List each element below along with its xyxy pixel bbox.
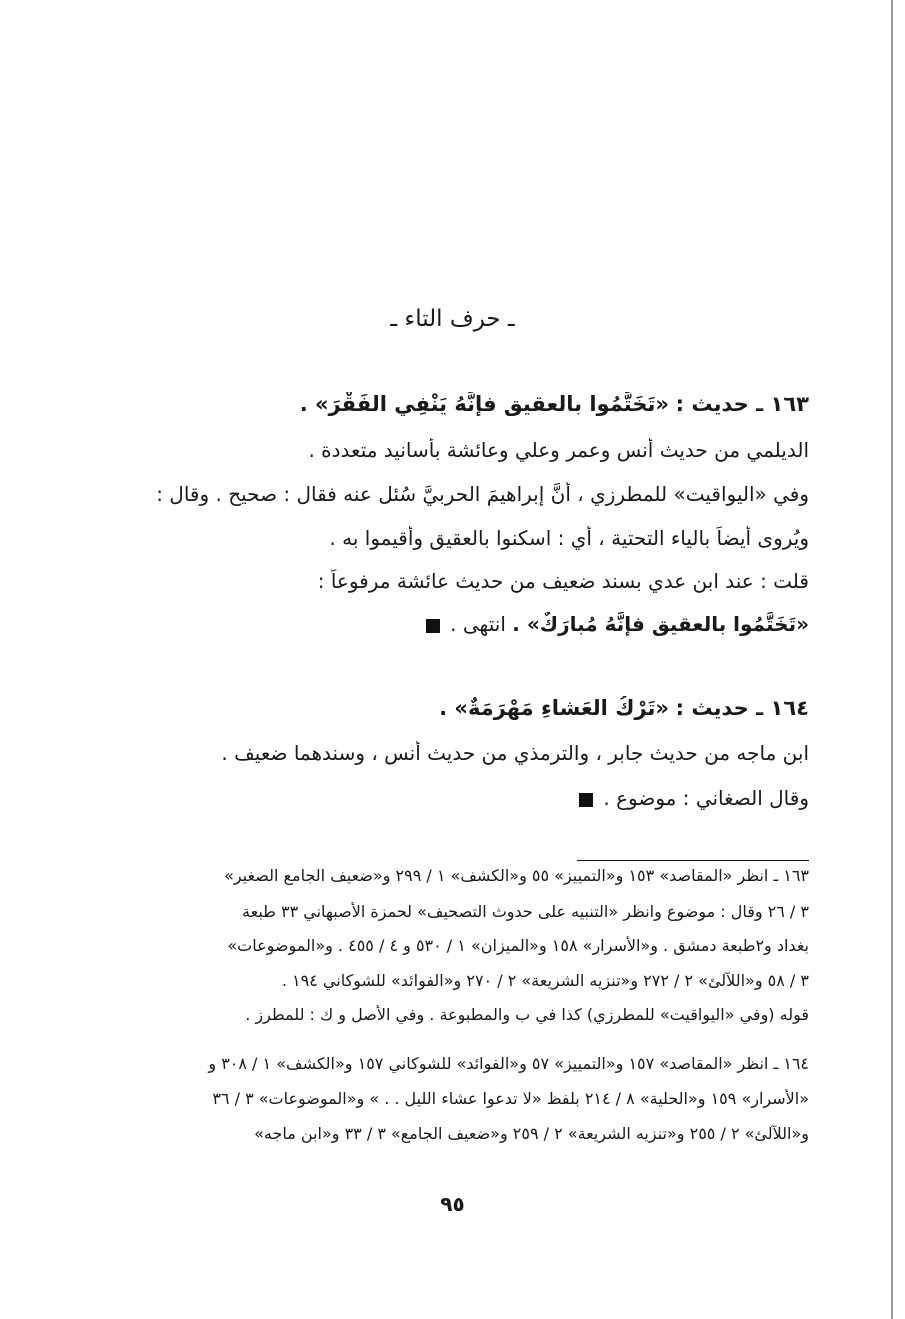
page-number: ٩٥ <box>440 1192 465 1216</box>
entry-number-164: ١٦٤ ـ حديث : <box>675 696 809 720</box>
entry-line: ويُروى أيضاً بالياء التحتية ، أي : اسكنوا بالعقيق وأقيموا به . <box>329 526 809 550</box>
end-square-icon <box>426 619 440 633</box>
footnote-line: و«اللآلئ» ٢ / ٢٥٥ و«تنزيه الشريعة» ٢ / ٢٥٩ و«ضعيف الجامع» ٣ / ٣٣ و«ابن ماجه» <box>254 1124 809 1143</box>
entry-heading-163 <box>69 392 809 416</box>
entry-hadith-text-163: «تَخَتَّمُوا بالعقيقِ فإنَّهُ يَنْفِي الفَقْرَ» . <box>299 392 669 416</box>
footnote-line: ١٦٣ ـ انظر «المقاصد» ١٥٣ و«التمييز» ٥٥ و«الكشف» ١ / ٢٩٩ و«ضعيف الجامع الصغير» <box>224 866 809 885</box>
footnote-line: ٣ / ٥٨ و«اللآلئ» ٢ / ٢٧٢ و«تنزيه الشريعة» ٢ / ٢٧٠ و«الفوائد» للشوكاني ١٩٤ . <box>281 971 809 990</box>
footnote-line: بغداد و٢طبعة دمشق . و«الأسرار» ١٥٨ و«الميزان» ١ / ٥٣٠ و ٤ / ٤٥٥ . و«الموضوعات» <box>227 936 809 955</box>
closing-remark: انتهى . <box>450 612 513 636</box>
footnote-line: «الأسرار» ١٥٩ و«الحلية» ٨ / ٢١٤ بلفظ «لا تدعوا عشاء الليل . . » و«الموضوعات» ٣ / ٣٦ <box>212 1089 809 1108</box>
footnote-line: ١٦٤ ـ انظر «المقاصد» ١٥٧ و«التمييز» ٥٧ و«الفوائد» للشوكاني ١٥٧ و«الكشف» ١ / ٣٠٨ و <box>208 1054 809 1073</box>
entry-number-163: ١٦٣ ـ حديث : <box>675 392 809 416</box>
closing-hadith-text: «تَخَتَّمُوا بالعقيقِ فإنَّهُ مُبارَكٌ» . <box>512 612 809 636</box>
entry-hadith-text-164: «تَرْكُ العَشاءِ مَهْرَمَةٌ» . <box>439 696 669 720</box>
footnote-line: قوله (وفي «اليواقيت» للمطرزي) كذا في ب والمطبوعة . وفي الأصل و ك : للمطرز . <box>245 1005 809 1024</box>
entry-closing-163 <box>69 612 809 636</box>
entry-line: ابن ماجه من حديث جابر ، والترمذي من حديث أنس ، وسندهما ضعيف . <box>221 741 809 765</box>
entry-line: وفي «اليواقيت» للمطرزي ، أنَّ إبراهيمَ الحربيَّ سُئل عنه فقال : صحيح . وقال : <box>156 482 809 506</box>
footnote-separator <box>577 860 809 861</box>
closing-remark: وقال الصغاني : موضوع . <box>603 786 809 810</box>
end-square-icon <box>579 793 593 807</box>
footnote-line: ٣ / ٢٦ وقال : موضوع وانظر «التنبيه على حدوث التصحيف» لحمزة الأصبهاني ٣٣ طبعة <box>242 902 809 921</box>
entry-line: قلت : عند ابن عدي بسند ضعيف من حديث عائشة مرفوعاً : <box>317 569 809 593</box>
entry-heading-164 <box>69 696 809 720</box>
entry-closing-164 <box>69 786 809 810</box>
page-edge-line <box>891 0 893 1319</box>
entry-line: الديلمي من حديث أنس وعمر وعلي وعائشة بأسانيد متعددة . <box>308 438 809 462</box>
section-title: ـ حرف التاء ـ <box>390 306 515 332</box>
